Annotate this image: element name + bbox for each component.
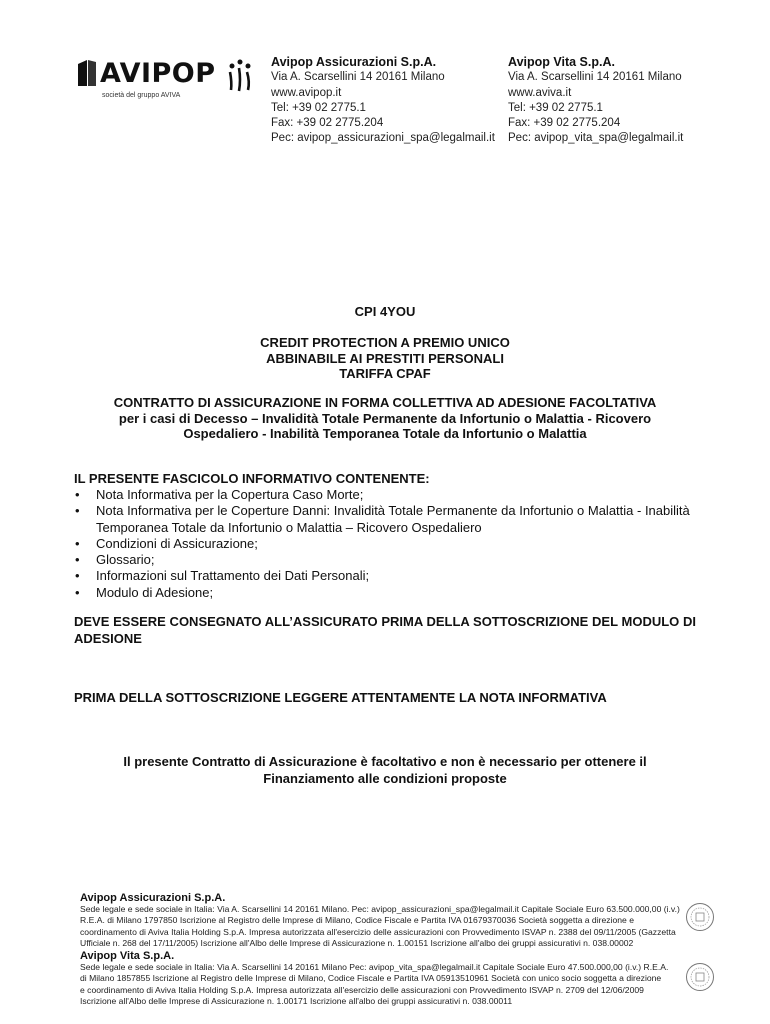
company-block-assicurazioni: [271, 55, 495, 147]
company-name: Avipop Assicurazioni S.p.A.: [271, 55, 437, 69]
certification-seal-icon: [685, 962, 715, 992]
company-web[interactable]: www.avipop.it: [271, 86, 342, 99]
company-tel: Tel: +39 02 2775.1: [508, 101, 603, 114]
company-address: Via A. Scarsellini 14 20161 Milano: [508, 71, 682, 84]
certification-seal-icon: [685, 902, 715, 932]
contract-line: per i casi di Decesso – Invalidità Totale Permanente da Infortunio o Malattia - Ricovero: [118, 410, 652, 426]
list-item: • Nota Informativa per la Copertura Caso Morte;: [74, 487, 714, 503]
company-fax: Fax: +39 02 2775.204: [508, 117, 621, 130]
footer-line: Sede legale e sede sociale in Italia: Via A. Scarsellini 14 20161 Milano Pec: avipop_vita_spa@legalmail.it Capitale Sociale Euro 47.500.000,00 (i.v.) R.E.A.: [80, 962, 669, 973]
subtitle-line: ABBINABILE AI PRESTITI PERSONALI: [266, 350, 504, 366]
footer-line: Sede legale e sede sociale in Italia: Via A. Scarsellini 14 20161 Milano. Pec: avipop_assicurazioni_spa@legalmail.it Capitale Sociale Euro 63.500.000,00 (i.v.): [80, 904, 680, 915]
list-item: • Condizioni di Assicurazione;: [74, 536, 714, 552]
logo-tagline: società del gruppo AVIVA: [102, 92, 181, 99]
footer-line: coordinamento di Aviva Italia Holding S.p.A. Impresa autorizzata all'esercizio delle assicurazioni con Provvedimento ISVAP n. 2388 del 09/11/2005 (Gazzetta: [80, 926, 676, 937]
company-tel: Tel: +39 02 2775.1: [271, 101, 366, 114]
footer-company-name: Avipop Assicurazioni S.p.A.: [80, 892, 226, 904]
logo-people-icon: [228, 58, 254, 92]
footer-line: e coordinamento di Aviva Italia Holding S.p.A. Impresa autorizzata all'esercizio delle assicurazioni con Provvedimento ISVAP n. 2709 del 12/06/2009: [80, 984, 644, 995]
subtitle-line: CREDIT PROTECTION A PREMIO UNICO: [260, 335, 510, 350]
list-item: • Glossario;: [74, 552, 714, 568]
footer-line: Iscrizione all'Albo delle Imprese di Assicurazione n. 1.00171 Iscrizione all'albo dei gruppi assicurativi n. 038.00011: [80, 995, 513, 1006]
company-address: Via A. Scarsellini 14 20161 Milano: [271, 71, 445, 84]
document-title: CPI 4YOU: [354, 304, 416, 319]
fascicolo-list: [74, 487, 714, 601]
company-web[interactable]: www.aviva.it: [508, 86, 572, 99]
read-notice: PRIMA DELLA SOTTOSCRIZIONE LEGGERE ATTENTAMENTE LA NOTA INFORMATIVA: [74, 690, 607, 705]
list-item: • Informazioni sul Trattamento dei Dati Personali;: [74, 568, 714, 584]
footer-assicurazioni: [80, 893, 700, 949]
optional-notice: [40, 754, 730, 787]
footer-line: Ufficiale n. 268 del 17/11/2005) Iscrizione all'Albo delle Imprese di Assicurazione n. 1.00151 Iscrizione all'albo dei gruppi assicurativi n. 038.00002: [80, 937, 634, 948]
footer-company-name: Avipop Vita S.p.A.: [80, 950, 175, 962]
footer-line: di Milano 1857855 Iscrizione al Registro delle Imprese di Milano, Codice Fiscale e Partita IVA 05913510961 Società con unico socio soggetta a direzione: [80, 973, 662, 984]
company-pec[interactable]: Pec: avipop_vita_spa@legalmail.it: [508, 132, 684, 145]
company-name: Avipop Vita S.p.A.: [508, 55, 615, 69]
contract-line: CONTRATTO DI ASSICURAZIONE IN FORMA COLLETTIVA AD ADESIONE FACOLTATIVA: [113, 395, 657, 410]
optional-notice-line: Finanziamento alle condizioni proposte: [263, 770, 507, 786]
fascicolo-heading: IL PRESENTE FASCICOLO INFORMATIVO CONTENENTE:: [74, 471, 430, 486]
delivery-notice: DEVE ESSERE CONSEGNATO ALL’ASSICURATO PRIMA DELLA SOTTOSCRIZIONE DEL MODULO DI ADESIONE: [74, 614, 696, 646]
footer-line: R.E.A. di Milano 1797850 Iscrizione al Registro delle Imprese di Milano, Codice Fiscale e Partita IVA 01679370036 Società soggetta a direzione e: [80, 915, 634, 926]
logo-wordmark: AVIPOP: [100, 58, 216, 89]
logo-mark-icon: [78, 60, 96, 86]
company-fax: Fax: +39 02 2775.204: [271, 117, 384, 130]
avipop-logo: [78, 58, 248, 108]
company-block-vita: [508, 55, 683, 147]
contract-line: Ospedaliero - Inabilità Temporanea Totale da Infortunio o Malattia: [183, 426, 587, 441]
optional-notice-line: Il presente Contratto di Assicurazione è facoltativo e non è necessario per ottenere il: [123, 754, 647, 769]
list-item: • Nota Informativa per le Coperture Danni: Invalidità Totale Permanente da Infortunio o Malattia - Inabilità Temporanea Totale da Infortunio o Malattia – Ricovero Ospedaliero: [74, 503, 714, 536]
footer-vita: [80, 951, 700, 1007]
subtitle-line: TARIFFA CPAF: [339, 366, 431, 381]
list-item: • Modulo di Adesione;: [74, 585, 714, 601]
contract-description: [40, 395, 730, 442]
company-pec[interactable]: Pec: avipop_assicurazioni_spa@legalmail.it: [271, 132, 495, 145]
product-subtitle: [40, 335, 730, 382]
